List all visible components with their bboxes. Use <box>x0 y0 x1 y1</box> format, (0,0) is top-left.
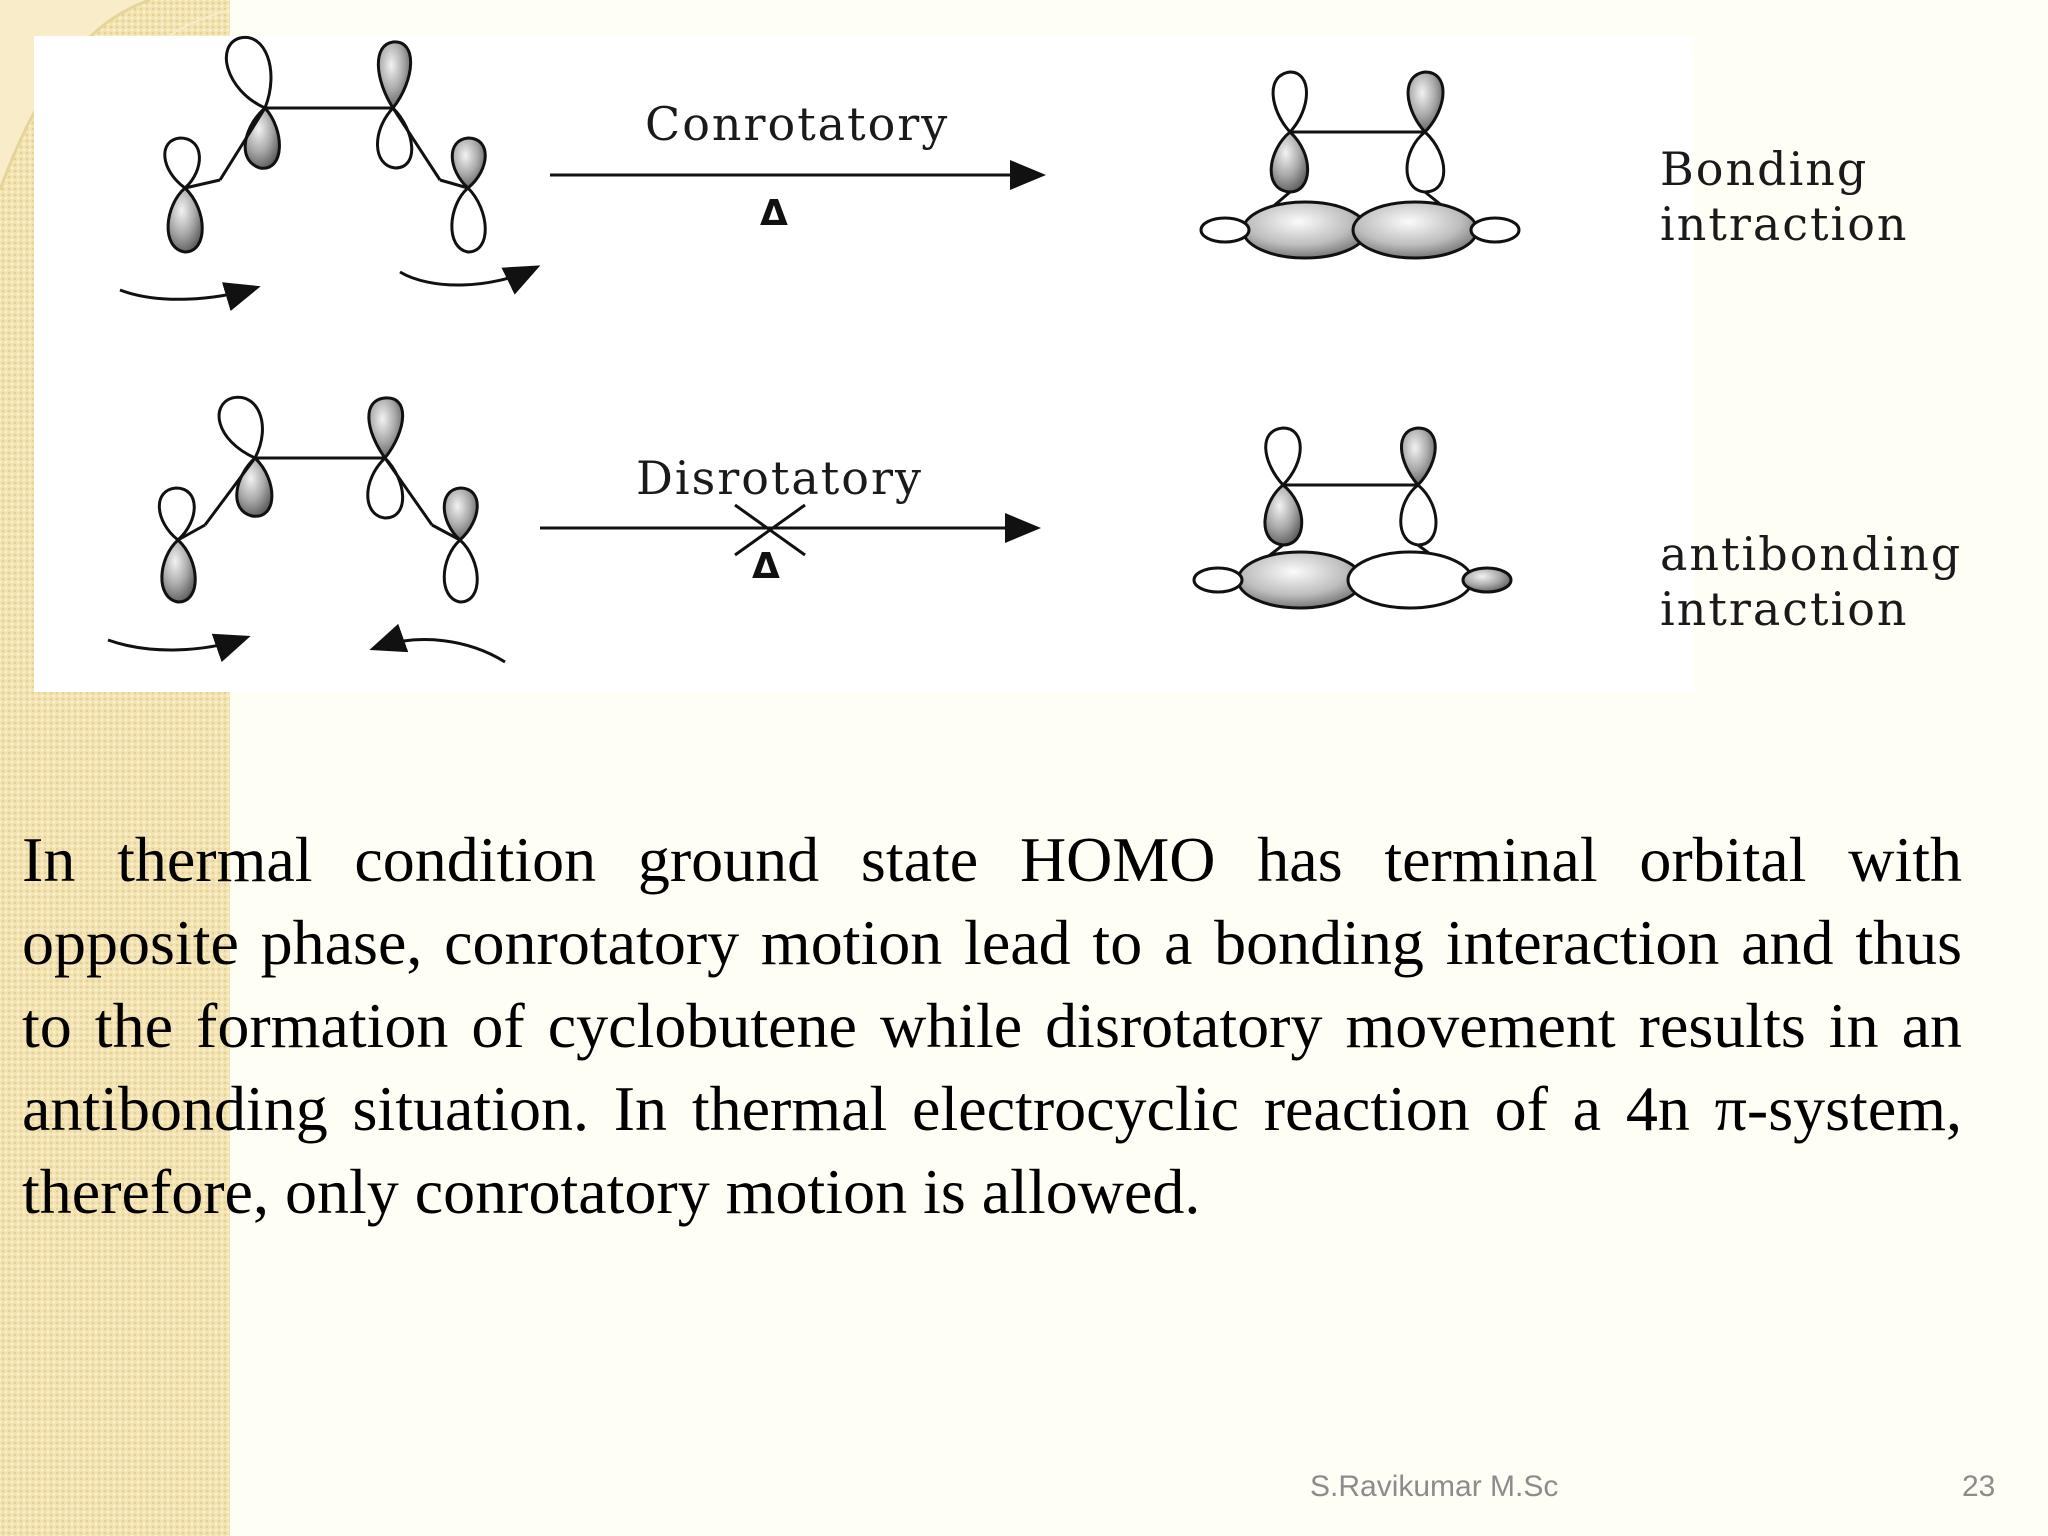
electrocyclic-diagram <box>0 0 2048 700</box>
disrotatory-label: Disrotatory <box>636 451 923 505</box>
rotation-arrow-left-disrotatory <box>108 638 245 650</box>
footer-author: S.Ravikumar M.Sc <box>1310 1470 1559 1503</box>
rotation-arrow-right-disrotatory <box>375 640 505 662</box>
slide-number: 23 <box>1962 1470 1996 1503</box>
rotation-arrow-right <box>400 268 535 285</box>
cyclobutene-bonding <box>1201 72 1519 258</box>
butadiene-conrotatory <box>165 37 485 252</box>
conrotatory-delta: Δ <box>760 193 788 234</box>
disrotatory-delta: Δ <box>752 546 780 587</box>
conrotatory-label: Conrotatory <box>645 97 950 151</box>
bonding-label-line1: Bonding <box>1660 142 1869 196</box>
butadiene-disrotatory <box>159 397 477 602</box>
explanation-paragraph: In thermal condition ground state HOMO has terminal orbital with opposite phase, conrotatory motion lead to a bonding interaction and thus to the formation of cyclobutene while disrotatory movement results in an antibonding situation. In thermal electrocyclic reaction of a 4n π-system, therefore, only conrotatory motion is allowed. <box>22 824 1962 1227</box>
antibonding-label-line2: intraction <box>1660 582 1909 636</box>
antibonding-label-line1: antibonding <box>1660 527 1963 581</box>
rotation-arrow-left <box>120 288 255 299</box>
bonding-label-line2: intraction <box>1660 197 1909 251</box>
cyclobutene-antibonding <box>1194 428 1511 608</box>
